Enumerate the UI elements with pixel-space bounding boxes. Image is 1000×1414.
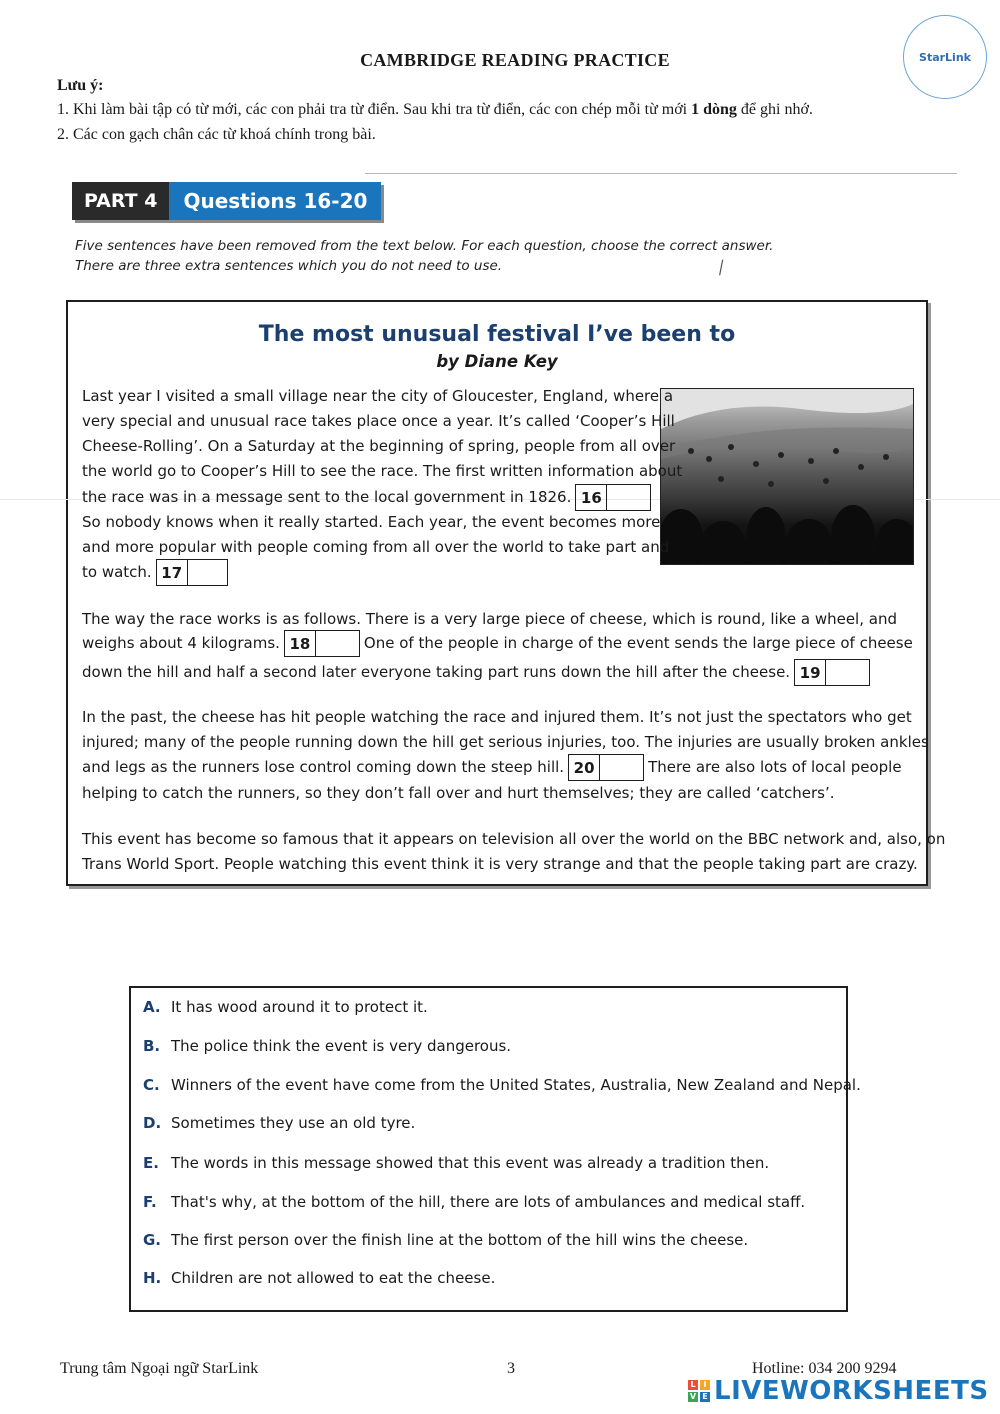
article-text: to watch.: [82, 563, 152, 581]
article-text: and legs as the runners lose control coming down the steep hill.: [82, 758, 565, 776]
questions-label: Questions 16-20: [169, 182, 381, 220]
article-text: the race was in a message sent to the local government in 1826.: [82, 488, 572, 506]
option-b[interactable]: [143, 1037, 511, 1055]
article-text-line: injured; many of the people running down the hill get serious injuries, too. The injuries are usually broken ankles: [82, 733, 929, 751]
note-label: Lưu ý:: [57, 77, 104, 94]
starlink-logo: [903, 15, 987, 99]
badge-letter: V: [689, 1392, 697, 1401]
gap-number: 16: [576, 485, 607, 510]
answer-gap-19[interactable]: [794, 659, 870, 686]
option-letter: G.: [143, 1231, 162, 1249]
article-text-line: [82, 630, 913, 657]
answer-gap-18[interactable]: [284, 630, 360, 657]
article-text: One of the people in charge of the event sends the large piece of cheese: [363, 634, 913, 652]
article-text-line: [82, 754, 902, 781]
option-letter: E.: [143, 1154, 159, 1172]
footer-center-name: Trung tâm Ngoại ngữ StarLink: [60, 1360, 259, 1377]
article-text-line: The way the race works is as follows. There is a very large piece of cheese, which is round, like a wheel, and: [82, 610, 897, 628]
liveworksheets-logo[interactable]: [688, 1376, 989, 1406]
article-text-line: [82, 484, 655, 511]
article-text-line: helping to catch the runners, so they don’t fall over and hurt themselves; they are called ‘catchers’.: [82, 784, 835, 802]
part-label: PART 4: [72, 182, 169, 220]
option-h[interactable]: [143, 1269, 495, 1287]
article-text-line: Trans World Sport. People watching this event think it is very strange and that the people taking part are crazy.: [82, 855, 918, 873]
liveworksheets-text: LIVEWORKSHEETS: [714, 1376, 989, 1406]
option-text: Winners of the event have come from the United States, Australia, New Zealand and Nepal.: [171, 1076, 861, 1094]
article-text-line: [82, 659, 874, 686]
liveworksheets-icon: [688, 1380, 710, 1402]
note-item-1: [57, 101, 813, 119]
divider: [365, 173, 957, 174]
article-text-line: So nobody knows when it really started. Each year, the event becomes more: [82, 513, 661, 531]
option-letter: F.: [143, 1193, 157, 1211]
option-text: The words in this message showed that this event was already a tradition then.: [171, 1154, 770, 1172]
answer-gap-16[interactable]: [575, 484, 651, 511]
crowd-illustration: [661, 389, 913, 564]
badge-letter: L: [688, 1380, 698, 1390]
answer-gap-17[interactable]: [156, 559, 228, 586]
document-title: CAMBRIDGE READING PRACTICE: [360, 50, 670, 70]
option-text: Sometimes they use an old tyre.: [171, 1114, 416, 1132]
option-text: It has wood around it to protect it.: [171, 998, 428, 1016]
option-g[interactable]: [143, 1231, 748, 1249]
gap-number: 19: [795, 660, 826, 685]
option-d[interactable]: [143, 1114, 415, 1132]
option-letter: A.: [143, 998, 161, 1016]
option-letter: H.: [143, 1269, 162, 1287]
option-text: The first person over the finish line at the bottom of the hill wins the cheese.: [171, 1231, 749, 1249]
logo-text: StarLink: [919, 50, 971, 64]
option-text: The police think the event is very dangerous.: [171, 1037, 512, 1055]
option-e[interactable]: [143, 1154, 769, 1172]
pen-mark-icon: ⁄: [716, 258, 727, 279]
note-1-bold: 1 dòng: [691, 101, 737, 118]
article-text: weighs about 4 kilograms.: [82, 634, 280, 652]
options-box: [129, 986, 848, 1312]
option-letter: C.: [143, 1076, 160, 1094]
gap-number: 17: [157, 560, 188, 585]
article-text: down the hill and half a second later everyone taking part runs down the hill after the cheese.: [82, 663, 791, 681]
article-author: by Diane Key: [436, 352, 558, 371]
note-1-text: 1. Khi làm bài tập có từ mới, các con phải tra từ điển. Sau khi tra từ điển, các con chép mỗi từ mới: [57, 101, 692, 118]
option-letter: D.: [143, 1114, 162, 1132]
option-a[interactable]: [143, 998, 428, 1016]
footer-hotline: Hotline: 034 200 9294: [752, 1360, 897, 1377]
part-badge: [72, 182, 381, 220]
page-number: 3: [507, 1360, 515, 1377]
instruction-line-1: Five sentences have been removed from the text below. For each question, choose the correct answer.: [75, 238, 774, 254]
instruction-line-2: There are three extra sentences which you do not need to use.: [75, 258, 503, 274]
article-text-line: [82, 559, 232, 586]
badge-letter: E: [700, 1392, 710, 1402]
gap-number: 18: [285, 631, 316, 656]
article-text-line: Last year I visited a small village near the city of Gloucester, England, where a: [82, 387, 674, 405]
article-text-line: Cheese-Rolling’. On a Saturday at the beginning of spring, people from all over: [82, 437, 676, 455]
article-text-line: very special and unusual race takes place once a year. It’s called ‘Cooper’s Hill: [82, 412, 675, 430]
option-text: That's why, at the bottom of the hill, there are lots of ambulances and medical staff.: [171, 1193, 806, 1211]
badge-letter: I: [700, 1380, 710, 1390]
article-text-line: This event has become so famous that it appears on television all over the world on the BBC network and, also, on: [82, 830, 946, 848]
option-c[interactable]: [143, 1076, 861, 1094]
option-letter: B.: [143, 1037, 161, 1055]
note-1-end: để ghi nhớ.: [736, 101, 813, 118]
gap-number: 20: [569, 755, 600, 780]
article-text-line: In the past, the cheese has hit people watching the race and injured them. It’s not just the spectators who get: [82, 708, 912, 726]
option-f[interactable]: [143, 1193, 805, 1211]
article-text-line: the world go to Cooper’s Hill to see the race. The first written information about: [82, 462, 683, 480]
note-item-2: 2. Các con gạch chân các từ khoá chính trong bài.: [57, 126, 376, 143]
answer-gap-20[interactable]: [568, 754, 644, 781]
article-text: There are also lots of local people: [648, 758, 902, 776]
option-text: Children are not allowed to eat the cheese.: [171, 1269, 496, 1287]
article-text-line: and more popular with people coming from all over the world to take part and: [82, 538, 670, 556]
race-photo: [660, 388, 914, 565]
article-title: The most unusual festival I’ve been to: [258, 322, 736, 347]
